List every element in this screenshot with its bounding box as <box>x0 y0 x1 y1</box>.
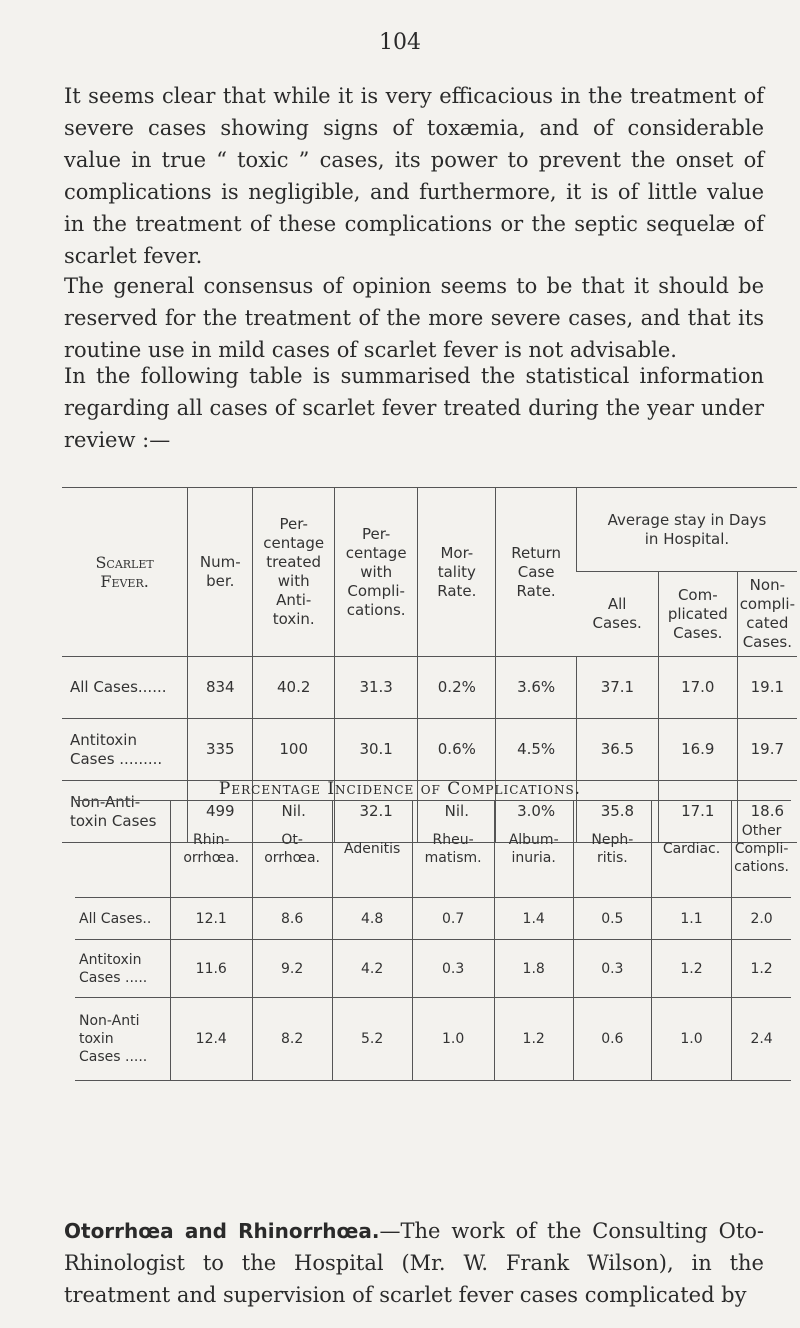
cell: 3.6% <box>496 657 577 719</box>
cell: 0.6 <box>573 998 651 1081</box>
cell: 834 <box>188 657 253 719</box>
cell: 499 <box>188 781 253 843</box>
row-label: Antitoxin Cases ..... <box>75 940 170 998</box>
cell: 0.3 <box>573 940 651 998</box>
cell: Nil. <box>418 781 496 843</box>
cell: 4.8 <box>332 898 412 940</box>
page-number: 104 <box>379 30 421 55</box>
header-adenitis: Adenitis <box>332 801 412 898</box>
cell: 36.5 <box>576 719 658 781</box>
header-other-complications: Other Compli- cations. <box>732 801 791 898</box>
header-rheumatism: Rheu- matism. <box>412 801 494 898</box>
cell: 4.5% <box>496 719 577 781</box>
closing-text: —The work of the Consulting Oto-Rhinologist to the Hospital (Mr. W. Frank Wilson), in the treatment and supervision of scarlet fever cases complicated by <box>64 1219 764 1307</box>
cell: 8.6 <box>252 898 332 940</box>
paragraph-table-intro: In the following table is summarised the statistical information regarding all cases of scarlet fever treated during the year under review :— <box>64 364 764 452</box>
cell: 100 <box>253 719 335 781</box>
cell: 30.1 <box>334 719 417 781</box>
cell: 16.9 <box>658 719 737 781</box>
header-pct-complications: Per- centage with Compli- cations. <box>334 488 417 657</box>
cell: 0.7 <box>412 898 494 940</box>
cell: 37.1 <box>576 657 658 719</box>
row-label: All Cases.. <box>75 898 170 940</box>
cell: 2.0 <box>732 898 791 940</box>
complications-table <box>75 800 791 1081</box>
cell: 0.2% <box>418 657 496 719</box>
cell: 4.2 <box>332 940 412 998</box>
table-row <box>75 940 791 998</box>
header-cardiac: Cardiac. <box>651 801 731 898</box>
cell: 18.6 <box>737 781 797 843</box>
paragraph-antitoxin-value: It seems clear that while it is very efficacious in the treatment of severe cases showing signs of toxæmia, and of considerable value in true “ toxic ” cases, its power to prevent the onset of complications is negligible, and furthermore, it is of little value in the treatment of these complications or the septic sequelæ of scarlet fever. <box>64 84 764 268</box>
row-label: Non-Anti toxin Cases ..... <box>75 998 170 1081</box>
header-rhinorrhoea: Rhin- orrhœa. <box>170 801 252 898</box>
closing-paragraph <box>64 1215 764 1311</box>
header-complicated: Com- plicated Cases. <box>658 572 737 657</box>
cell: 1.1 <box>651 898 731 940</box>
header-all-cases: All Cases. <box>576 572 658 657</box>
cell: Nil. <box>253 781 335 843</box>
cell: 2.4 <box>732 998 791 1081</box>
header-mortality: Mor- tality Rate. <box>418 488 496 657</box>
table-row <box>62 719 797 781</box>
header-scarlet-fever: Scarlet Fever. <box>95 553 154 591</box>
cell: 1.0 <box>651 998 731 1081</box>
cell: 8.2 <box>252 998 332 1081</box>
cell: 12.4 <box>170 998 252 1081</box>
cell: 12.1 <box>170 898 252 940</box>
table-row <box>75 898 791 940</box>
section-heading: Otorrhœa and Rhinorrhœa. <box>64 1219 380 1243</box>
paragraph-consensus: The general consensus of opinion seems to be that it should be reserved for the treatment of the more severe cases, and that its routine use in mild cases of scarlet fever is not advisable. <box>64 274 764 362</box>
header-average-stay: Average stay in Days in Hospital. <box>576 488 797 572</box>
cell: 17.1 <box>658 781 737 843</box>
cell: 17.0 <box>658 657 737 719</box>
cell: 0.3 <box>412 940 494 998</box>
cell: 335 <box>188 719 253 781</box>
cell: 1.0 <box>412 998 494 1081</box>
cell: 0.6% <box>418 719 496 781</box>
header-nephritis: Neph- ritis. <box>573 801 651 898</box>
cell: 40.2 <box>253 657 335 719</box>
complications-table-caption: Percentage Incidence of Complications. <box>218 779 582 799</box>
cell: 9.2 <box>252 940 332 998</box>
row-label: Non-Anti- toxin Cases <box>62 781 188 843</box>
cell: 1.2 <box>494 998 573 1081</box>
header-number: Num- ber. <box>188 488 253 657</box>
cell: 19.7 <box>737 719 797 781</box>
header-non-complicated: Non- compli- cated Cases. <box>737 572 797 657</box>
cell: 11.6 <box>170 940 252 998</box>
table-row <box>75 998 791 1081</box>
header-otorrhoea: Ot- orrhœa. <box>252 801 332 898</box>
header-albuminuria: Album- inuria. <box>494 801 573 898</box>
cell: 1.2 <box>651 940 731 998</box>
header-return-case: Return Case Rate. <box>496 488 577 657</box>
cell: 3.0% <box>496 781 577 843</box>
row-label: All Cases...... <box>62 657 188 719</box>
cell: 1.4 <box>494 898 573 940</box>
cell: 0.5 <box>573 898 651 940</box>
cell: 31.3 <box>334 657 417 719</box>
cell: 32.1 <box>334 781 417 843</box>
cell: 5.2 <box>332 998 412 1081</box>
cell: 35.8 <box>576 781 658 843</box>
cell: 1.2 <box>732 940 791 998</box>
cell: 19.1 <box>737 657 797 719</box>
header-blank <box>75 801 170 898</box>
header-pct-treated: Per- centage treated with Anti- toxin. <box>253 488 335 657</box>
cell: 1.8 <box>494 940 573 998</box>
row-label: Antitoxin Cases ......... <box>62 719 188 781</box>
table-row <box>62 657 797 719</box>
